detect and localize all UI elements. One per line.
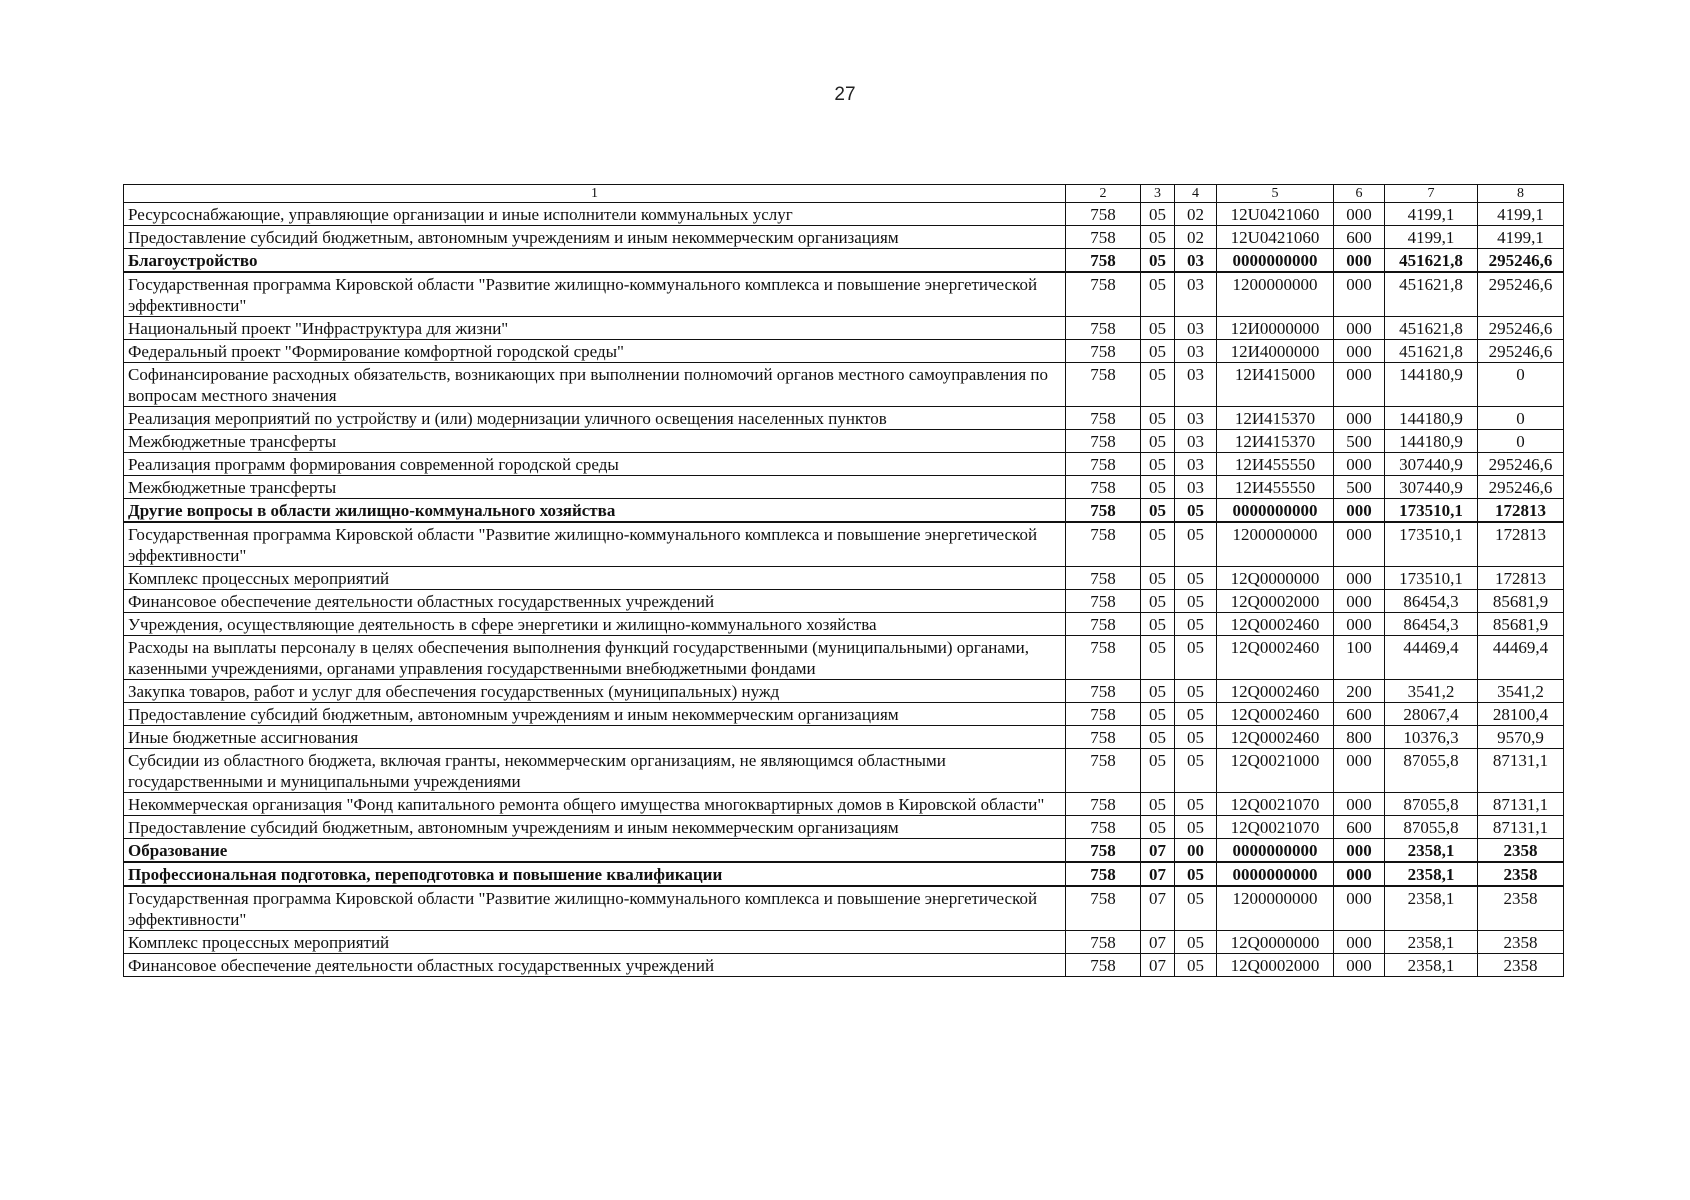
row-subsection-cell: 05 xyxy=(1175,703,1217,726)
row-target-cell: 0000000000 xyxy=(1217,839,1334,863)
row-name-cell: Расходы на выплаты персоналу в целях обеспечения выполнения функций государственными (муниципальными) органами, казенными учреждениями, органами управления государственными внебюджетными фондами xyxy=(124,636,1066,680)
table-row xyxy=(124,522,1564,567)
row-code-cell: 758 xyxy=(1066,407,1141,430)
row-target-cell: 12И415370 xyxy=(1217,407,1334,430)
row-amount-1-cell: 4199,1 xyxy=(1385,203,1478,226)
row-type-cell: 200 xyxy=(1334,680,1385,703)
row-amount-2-cell: 3541,2 xyxy=(1478,680,1564,703)
row-amount-1-cell: 451621,8 xyxy=(1385,249,1478,273)
table-row xyxy=(124,499,1564,523)
table-row xyxy=(124,793,1564,816)
row-subsection-cell: 03 xyxy=(1175,430,1217,453)
row-amount-1-cell: 451621,8 xyxy=(1385,317,1478,340)
table-row xyxy=(124,567,1564,590)
row-name-cell: Национальный проект "Инфраструктура для жизни" xyxy=(124,317,1066,340)
row-subsection-cell: 05 xyxy=(1175,886,1217,931)
row-subsection-cell: 00 xyxy=(1175,839,1217,863)
row-type-cell: 000 xyxy=(1334,839,1385,863)
row-amount-1-cell: 2358,1 xyxy=(1385,839,1478,863)
row-amount-1-cell: 173510,1 xyxy=(1385,499,1478,523)
table-row xyxy=(124,680,1564,703)
row-code-cell: 758 xyxy=(1066,703,1141,726)
header-cell-8: 8 xyxy=(1478,185,1564,203)
row-code-cell: 758 xyxy=(1066,636,1141,680)
row-type-cell: 000 xyxy=(1334,522,1385,567)
table-row xyxy=(124,862,1564,886)
table-row xyxy=(124,363,1564,407)
table-row xyxy=(124,613,1564,636)
row-target-cell: 12Q0002460 xyxy=(1217,680,1334,703)
table-row xyxy=(124,453,1564,476)
header-cell-6: 6 xyxy=(1334,185,1385,203)
row-section-cell: 07 xyxy=(1141,886,1175,931)
row-amount-1-cell: 87055,8 xyxy=(1385,816,1478,839)
row-amount-2-cell: 87131,1 xyxy=(1478,793,1564,816)
row-code-cell: 758 xyxy=(1066,749,1141,793)
row-target-cell: 12Q0021070 xyxy=(1217,816,1334,839)
row-section-cell: 05 xyxy=(1141,226,1175,249)
row-amount-2-cell: 87131,1 xyxy=(1478,749,1564,793)
row-amount-1-cell: 2358,1 xyxy=(1385,886,1478,931)
row-section-cell: 05 xyxy=(1141,430,1175,453)
row-section-cell: 05 xyxy=(1141,703,1175,726)
table-row xyxy=(124,636,1564,680)
row-subsection-cell: 03 xyxy=(1175,272,1217,317)
row-amount-2-cell: 9570,9 xyxy=(1478,726,1564,749)
table-row xyxy=(124,590,1564,613)
row-section-cell: 05 xyxy=(1141,816,1175,839)
row-amount-2-cell: 0 xyxy=(1478,363,1564,407)
row-amount-2-cell: 87131,1 xyxy=(1478,816,1564,839)
header-cell-7: 7 xyxy=(1385,185,1478,203)
row-type-cell: 000 xyxy=(1334,886,1385,931)
row-code-cell: 758 xyxy=(1066,272,1141,317)
row-type-cell: 000 xyxy=(1334,567,1385,590)
row-section-cell: 05 xyxy=(1141,340,1175,363)
row-target-cell: 12U0421060 xyxy=(1217,226,1334,249)
row-amount-1-cell: 2358,1 xyxy=(1385,954,1478,977)
row-amount-1-cell: 144180,9 xyxy=(1385,430,1478,453)
row-subsection-cell: 05 xyxy=(1175,522,1217,567)
row-name-cell: Некоммерческая организация "Фонд капитального ремонта общего имущества многоквартирных домов в Кировской области" xyxy=(124,793,1066,816)
row-code-cell: 758 xyxy=(1066,499,1141,523)
row-code-cell: 758 xyxy=(1066,726,1141,749)
header-cell-1: 1 xyxy=(124,185,1066,203)
row-amount-1-cell: 87055,8 xyxy=(1385,793,1478,816)
table-row xyxy=(124,839,1564,863)
row-code-cell: 758 xyxy=(1066,793,1141,816)
table-row xyxy=(124,476,1564,499)
row-subsection-cell: 05 xyxy=(1175,726,1217,749)
row-amount-1-cell: 451621,8 xyxy=(1385,272,1478,317)
row-target-cell: 12И455550 xyxy=(1217,476,1334,499)
row-amount-2-cell: 0 xyxy=(1478,407,1564,430)
row-section-cell: 07 xyxy=(1141,839,1175,863)
row-section-cell: 05 xyxy=(1141,476,1175,499)
row-section-cell: 05 xyxy=(1141,680,1175,703)
row-section-cell: 05 xyxy=(1141,363,1175,407)
row-target-cell: 12Q0000000 xyxy=(1217,567,1334,590)
row-type-cell: 000 xyxy=(1334,931,1385,954)
row-code-cell: 758 xyxy=(1066,931,1141,954)
row-code-cell: 758 xyxy=(1066,226,1141,249)
table-row xyxy=(124,726,1564,749)
table-row xyxy=(124,226,1564,249)
row-section-cell: 05 xyxy=(1141,590,1175,613)
row-type-cell: 000 xyxy=(1334,499,1385,523)
row-type-cell: 000 xyxy=(1334,793,1385,816)
row-amount-1-cell: 144180,9 xyxy=(1385,363,1478,407)
row-name-cell: Учреждения, осуществляющие деятельность в сфере энергетики и жилищно-коммунального хозяйства xyxy=(124,613,1066,636)
row-name-cell: Федеральный проект "Формирование комфортной городской среды" xyxy=(124,340,1066,363)
row-target-cell: 1200000000 xyxy=(1217,886,1334,931)
row-section-cell: 05 xyxy=(1141,499,1175,523)
row-type-cell: 000 xyxy=(1334,249,1385,273)
row-target-cell: 12И455550 xyxy=(1217,453,1334,476)
row-subsection-cell: 02 xyxy=(1175,226,1217,249)
row-amount-2-cell: 2358 xyxy=(1478,954,1564,977)
row-subsection-cell: 05 xyxy=(1175,931,1217,954)
table-row xyxy=(124,317,1564,340)
row-target-cell: 12U0421060 xyxy=(1217,203,1334,226)
table-row xyxy=(124,931,1564,954)
row-name-cell: Реализация мероприятий по устройству и (или) модернизации уличного освещения населенных пунктов xyxy=(124,407,1066,430)
row-name-cell: Финансовое обеспечение деятельности областных государственных учреждений xyxy=(124,590,1066,613)
row-type-cell: 000 xyxy=(1334,203,1385,226)
row-target-cell: 12И415000 xyxy=(1217,363,1334,407)
row-target-cell: 12Q0002460 xyxy=(1217,636,1334,680)
row-section-cell: 05 xyxy=(1141,249,1175,273)
row-type-cell: 600 xyxy=(1334,226,1385,249)
row-code-cell: 758 xyxy=(1066,862,1141,886)
row-target-cell: 12Q0021070 xyxy=(1217,793,1334,816)
row-name-cell: Межбюджетные трансферты xyxy=(124,430,1066,453)
row-target-cell: 12Q0002460 xyxy=(1217,613,1334,636)
row-amount-2-cell: 2358 xyxy=(1478,886,1564,931)
row-amount-1-cell: 144180,9 xyxy=(1385,407,1478,430)
row-target-cell: 0000000000 xyxy=(1217,249,1334,273)
row-subsection-cell: 03 xyxy=(1175,363,1217,407)
row-type-cell: 000 xyxy=(1334,340,1385,363)
row-section-cell: 07 xyxy=(1141,954,1175,977)
row-name-cell: Комплекс процессных мероприятий xyxy=(124,931,1066,954)
row-subsection-cell: 05 xyxy=(1175,499,1217,523)
row-subsection-cell: 05 xyxy=(1175,793,1217,816)
row-target-cell: 12Q0002000 xyxy=(1217,954,1334,977)
row-amount-2-cell: 2358 xyxy=(1478,839,1564,863)
row-code-cell: 758 xyxy=(1066,522,1141,567)
row-code-cell: 758 xyxy=(1066,340,1141,363)
table-row xyxy=(124,886,1564,931)
row-amount-1-cell: 87055,8 xyxy=(1385,749,1478,793)
row-type-cell: 000 xyxy=(1334,749,1385,793)
row-name-cell: Закупка товаров, работ и услуг для обеспечения государственных (муниципальных) нужд xyxy=(124,680,1066,703)
row-section-cell: 05 xyxy=(1141,272,1175,317)
row-code-cell: 758 xyxy=(1066,317,1141,340)
row-subsection-cell: 05 xyxy=(1175,613,1217,636)
row-subsection-cell: 05 xyxy=(1175,862,1217,886)
row-section-cell: 07 xyxy=(1141,931,1175,954)
row-type-cell: 100 xyxy=(1334,636,1385,680)
table-row xyxy=(124,340,1564,363)
row-subsection-cell: 03 xyxy=(1175,476,1217,499)
row-amount-2-cell: 0 xyxy=(1478,430,1564,453)
row-target-cell: 12И415370 xyxy=(1217,430,1334,453)
row-amount-2-cell: 172813 xyxy=(1478,522,1564,567)
row-name-cell: Предоставление субсидий бюджетным, автономным учреждениям и иным некоммерческим организациям xyxy=(124,703,1066,726)
row-subsection-cell: 05 xyxy=(1175,680,1217,703)
row-amount-1-cell: 2358,1 xyxy=(1385,931,1478,954)
row-amount-2-cell: 295246,6 xyxy=(1478,272,1564,317)
row-code-cell: 758 xyxy=(1066,476,1141,499)
row-code-cell: 758 xyxy=(1066,453,1141,476)
row-section-cell: 05 xyxy=(1141,793,1175,816)
row-amount-1-cell: 4199,1 xyxy=(1385,226,1478,249)
row-target-cell: 12И0000000 xyxy=(1217,317,1334,340)
row-amount-2-cell: 295246,6 xyxy=(1478,476,1564,499)
table-row xyxy=(124,430,1564,453)
row-name-cell: Иные бюджетные ассигнования xyxy=(124,726,1066,749)
row-amount-2-cell: 295246,6 xyxy=(1478,317,1564,340)
row-name-cell: Государственная программа Кировской области "Развитие жилищно-коммунального комплекса и повышение энергетической эффективности" xyxy=(124,522,1066,567)
row-amount-2-cell: 2358 xyxy=(1478,862,1564,886)
row-type-cell: 000 xyxy=(1334,590,1385,613)
row-amount-2-cell: 28100,4 xyxy=(1478,703,1564,726)
table-row xyxy=(124,407,1564,430)
row-section-cell: 05 xyxy=(1141,636,1175,680)
row-name-cell: Благоустройство xyxy=(124,249,1066,273)
row-code-cell: 758 xyxy=(1066,249,1141,273)
row-code-cell: 758 xyxy=(1066,363,1141,407)
row-name-cell: Межбюджетные трансферты xyxy=(124,476,1066,499)
row-type-cell: 000 xyxy=(1334,954,1385,977)
row-type-cell: 000 xyxy=(1334,363,1385,407)
row-section-cell: 05 xyxy=(1141,726,1175,749)
row-type-cell: 000 xyxy=(1334,453,1385,476)
row-amount-1-cell: 3541,2 xyxy=(1385,680,1478,703)
row-code-cell: 758 xyxy=(1066,954,1141,977)
row-subsection-cell: 03 xyxy=(1175,407,1217,430)
row-amount-1-cell: 307440,9 xyxy=(1385,476,1478,499)
row-type-cell: 600 xyxy=(1334,816,1385,839)
row-subsection-cell: 03 xyxy=(1175,453,1217,476)
row-amount-2-cell: 85681,9 xyxy=(1478,590,1564,613)
row-target-cell: 12Q0021000 xyxy=(1217,749,1334,793)
table-row xyxy=(124,749,1564,793)
row-subsection-cell: 03 xyxy=(1175,340,1217,363)
row-amount-2-cell: 295246,6 xyxy=(1478,453,1564,476)
row-name-cell: Профессиональная подготовка, переподготовка и повышение квалификации xyxy=(124,862,1066,886)
row-amount-2-cell: 172813 xyxy=(1478,499,1564,523)
row-amount-2-cell: 2358 xyxy=(1478,931,1564,954)
row-section-cell: 07 xyxy=(1141,862,1175,886)
row-section-cell: 05 xyxy=(1141,567,1175,590)
row-subsection-cell: 05 xyxy=(1175,749,1217,793)
row-target-cell: 12Q0002460 xyxy=(1217,703,1334,726)
row-subsection-cell: 05 xyxy=(1175,816,1217,839)
table-header xyxy=(124,185,1564,203)
row-amount-1-cell: 173510,1 xyxy=(1385,522,1478,567)
row-type-cell: 000 xyxy=(1334,272,1385,317)
row-amount-1-cell: 451621,8 xyxy=(1385,340,1478,363)
row-amount-1-cell: 173510,1 xyxy=(1385,567,1478,590)
row-type-cell: 600 xyxy=(1334,703,1385,726)
row-code-cell: 758 xyxy=(1066,680,1141,703)
row-subsection-cell: 05 xyxy=(1175,636,1217,680)
row-code-cell: 758 xyxy=(1066,886,1141,931)
row-type-cell: 800 xyxy=(1334,726,1385,749)
row-amount-2-cell: 44469,4 xyxy=(1478,636,1564,680)
row-name-cell: Государственная программа Кировской области "Развитие жилищно-коммунального комплекса и повышение энергетической эффективности" xyxy=(124,272,1066,317)
table-row xyxy=(124,954,1564,977)
row-amount-2-cell: 295246,6 xyxy=(1478,340,1564,363)
row-amount-1-cell: 2358,1 xyxy=(1385,862,1478,886)
row-type-cell: 000 xyxy=(1334,317,1385,340)
row-amount-2-cell: 295246,6 xyxy=(1478,249,1564,273)
row-section-cell: 05 xyxy=(1141,407,1175,430)
row-amount-1-cell: 10376,3 xyxy=(1385,726,1478,749)
row-type-cell: 500 xyxy=(1334,476,1385,499)
table-row xyxy=(124,703,1564,726)
row-type-cell: 500 xyxy=(1334,430,1385,453)
row-target-cell: 12Q0002000 xyxy=(1217,590,1334,613)
row-name-cell: Образование xyxy=(124,839,1066,863)
budget-table xyxy=(123,184,1564,977)
row-subsection-cell: 05 xyxy=(1175,590,1217,613)
row-amount-1-cell: 307440,9 xyxy=(1385,453,1478,476)
row-section-cell: 05 xyxy=(1141,749,1175,793)
row-subsection-cell: 03 xyxy=(1175,317,1217,340)
row-type-cell: 000 xyxy=(1334,862,1385,886)
row-amount-2-cell: 85681,9 xyxy=(1478,613,1564,636)
row-section-cell: 05 xyxy=(1141,203,1175,226)
header-cell-5: 5 xyxy=(1217,185,1334,203)
row-section-cell: 05 xyxy=(1141,453,1175,476)
table-row xyxy=(124,816,1564,839)
row-name-cell: Субсидии из областного бюджета, включая гранты, некоммерческим организациям, не являющимся областными государственными и муниципальными учреждениями xyxy=(124,749,1066,793)
row-subsection-cell: 03 xyxy=(1175,249,1217,273)
row-target-cell: 12Q0000000 xyxy=(1217,931,1334,954)
header-row xyxy=(124,185,1564,203)
row-name-cell: Предоставление субсидий бюджетным, автономным учреждениям и иным некоммерческим организациям xyxy=(124,226,1066,249)
header-cell-3: 3 xyxy=(1141,185,1175,203)
row-target-cell: 12Q0002460 xyxy=(1217,726,1334,749)
row-name-cell: Ресурсоснабжающие, управляющие организации и иные исполнители коммунальных услуг xyxy=(124,203,1066,226)
table-row xyxy=(124,203,1564,226)
row-amount-1-cell: 44469,4 xyxy=(1385,636,1478,680)
row-code-cell: 758 xyxy=(1066,567,1141,590)
table-row xyxy=(124,249,1564,273)
page-number: 27 xyxy=(834,84,856,105)
row-name-cell: Софинансирование расходных обязательств, возникающих при выполнении полномочий органов местного самоуправления по вопросам местного значения xyxy=(124,363,1066,407)
row-name-cell: Комплекс процессных мероприятий xyxy=(124,567,1066,590)
row-subsection-cell: 02 xyxy=(1175,203,1217,226)
row-subsection-cell: 05 xyxy=(1175,567,1217,590)
row-section-cell: 05 xyxy=(1141,613,1175,636)
row-target-cell: 0000000000 xyxy=(1217,499,1334,523)
header-cell-2: 2 xyxy=(1066,185,1141,203)
row-name-cell: Финансовое обеспечение деятельности областных государственных учреждений xyxy=(124,954,1066,977)
row-name-cell: Другие вопросы в области жилищно-коммунального хозяйства xyxy=(124,499,1066,523)
row-code-cell: 758 xyxy=(1066,816,1141,839)
row-code-cell: 758 xyxy=(1066,839,1141,863)
row-name-cell: Государственная программа Кировской области "Развитие жилищно-коммунального комплекса и повышение энергетической эффективности" xyxy=(124,886,1066,931)
header-cell-4: 4 xyxy=(1175,185,1217,203)
row-amount-1-cell: 86454,3 xyxy=(1385,590,1478,613)
row-target-cell: 1200000000 xyxy=(1217,522,1334,567)
row-subsection-cell: 05 xyxy=(1175,954,1217,977)
row-amount-2-cell: 172813 xyxy=(1478,567,1564,590)
row-name-cell: Реализация программ формирования современной городской среды xyxy=(124,453,1066,476)
row-code-cell: 758 xyxy=(1066,430,1141,453)
row-amount-1-cell: 28067,4 xyxy=(1385,703,1478,726)
row-target-cell: 12И4000000 xyxy=(1217,340,1334,363)
row-code-cell: 758 xyxy=(1066,613,1141,636)
row-target-cell: 0000000000 xyxy=(1217,862,1334,886)
row-amount-1-cell: 86454,3 xyxy=(1385,613,1478,636)
row-amount-2-cell: 4199,1 xyxy=(1478,203,1564,226)
table-row xyxy=(124,272,1564,317)
row-amount-2-cell: 4199,1 xyxy=(1478,226,1564,249)
row-code-cell: 758 xyxy=(1066,203,1141,226)
row-section-cell: 05 xyxy=(1141,522,1175,567)
table-body xyxy=(124,203,1564,977)
row-section-cell: 05 xyxy=(1141,317,1175,340)
row-name-cell: Предоставление субсидий бюджетным, автономным учреждениям и иным некоммерческим организациям xyxy=(124,816,1066,839)
row-type-cell: 000 xyxy=(1334,407,1385,430)
row-target-cell: 1200000000 xyxy=(1217,272,1334,317)
row-code-cell: 758 xyxy=(1066,590,1141,613)
row-type-cell: 000 xyxy=(1334,613,1385,636)
